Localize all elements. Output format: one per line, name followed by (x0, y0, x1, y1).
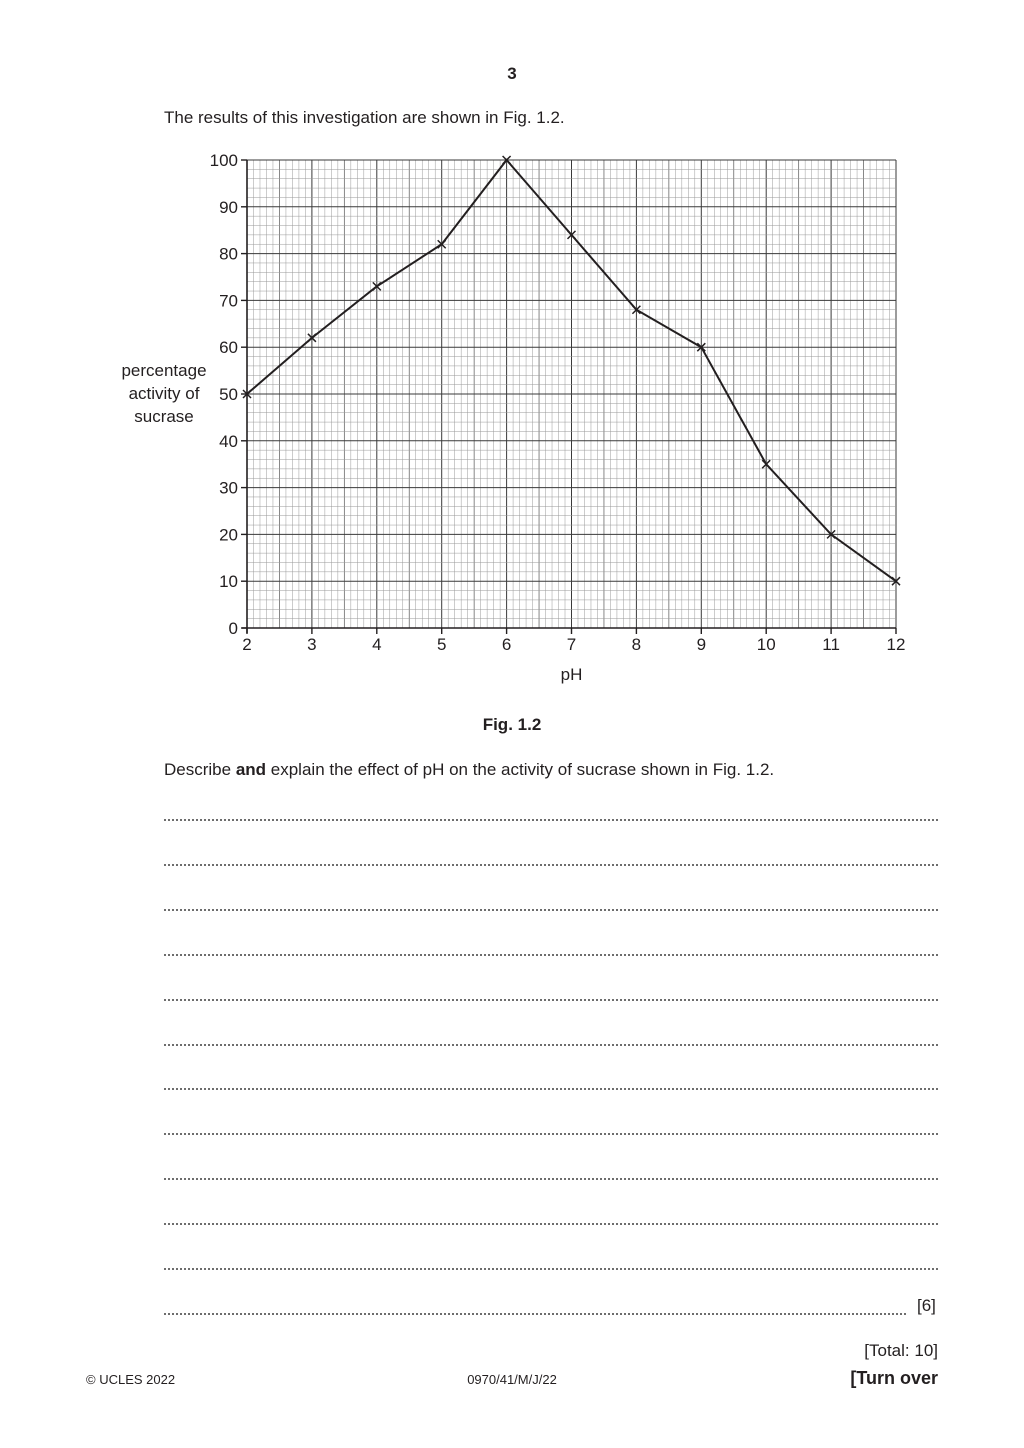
intro-text: The results of this investigation are shown in Fig. 1.2. (164, 108, 565, 127)
paper-code: 0970/41/M/J/22 (467, 1372, 557, 1387)
x-tick-label: 10 (756, 635, 776, 654)
x-tick-label: 3 (307, 635, 317, 654)
question-pre: Describe (164, 760, 236, 779)
x-tick-label: 5 (436, 635, 447, 654)
x-tick-label: 12 (886, 635, 906, 654)
answer-line[interactable] (164, 1221, 938, 1225)
y-tick-label: 50 (219, 385, 238, 404)
y-axis-label (121, 361, 206, 426)
chart-ticks (210, 151, 906, 654)
x-tick-label: 6 (501, 635, 512, 654)
marks-label: [6] (917, 1296, 936, 1315)
answer-line[interactable] (164, 1131, 938, 1135)
answer-line[interactable] (164, 952, 938, 956)
x-tick-label: 2 (242, 635, 252, 654)
x-tick-label: 9 (696, 635, 707, 654)
y-tick-label: 30 (219, 478, 238, 498)
question-post: explain the effect of pH on the activity of sucrase shown in Fig. 1.2. (266, 760, 775, 779)
y-tick-label: 90 (219, 197, 238, 217)
total-marks: [Total: 10] (864, 1341, 938, 1360)
ph-activity-chart (100, 140, 920, 700)
y-tick-label: 70 (219, 291, 238, 311)
y-tick-label: 0 (228, 619, 238, 638)
answer-line[interactable] (164, 1311, 906, 1315)
question-bold: and (235, 760, 267, 779)
y-tick-label: 100 (209, 151, 238, 170)
y-tick-label: 60 (219, 338, 238, 358)
copyright: © UCLES 2022 (86, 1372, 176, 1387)
y-axis-label-line: sucrase (134, 407, 194, 426)
page-number: 3 (507, 64, 517, 83)
x-tick-label: 8 (631, 635, 642, 654)
answer-line[interactable] (164, 1042, 938, 1046)
figure-caption: Fig. 1.2 (482, 715, 542, 734)
y-axis-label-line: activity of (128, 384, 200, 403)
answer-line[interactable] (164, 997, 938, 1001)
y-tick-label: 20 (219, 525, 238, 545)
y-tick-label: 80 (219, 244, 238, 264)
turn-over: [Turn over (850, 1368, 938, 1388)
answer-line[interactable] (164, 1176, 938, 1180)
answer-line[interactable] (164, 862, 938, 866)
answer-line[interactable] (164, 817, 938, 821)
y-axis-label-line: percentage (121, 361, 207, 380)
x-tick-label: 4 (372, 635, 382, 654)
x-tick-label: 11 (822, 635, 840, 654)
y-tick-label: 40 (219, 431, 238, 451)
x-axis-label: pH (560, 665, 583, 684)
x-tick-label: 7 (566, 635, 577, 654)
question-text (164, 760, 774, 780)
y-tick-label: 10 (219, 572, 238, 592)
answer-line[interactable] (164, 1086, 938, 1090)
answer-line[interactable] (164, 907, 938, 911)
answer-line[interactable] (164, 1266, 938, 1270)
